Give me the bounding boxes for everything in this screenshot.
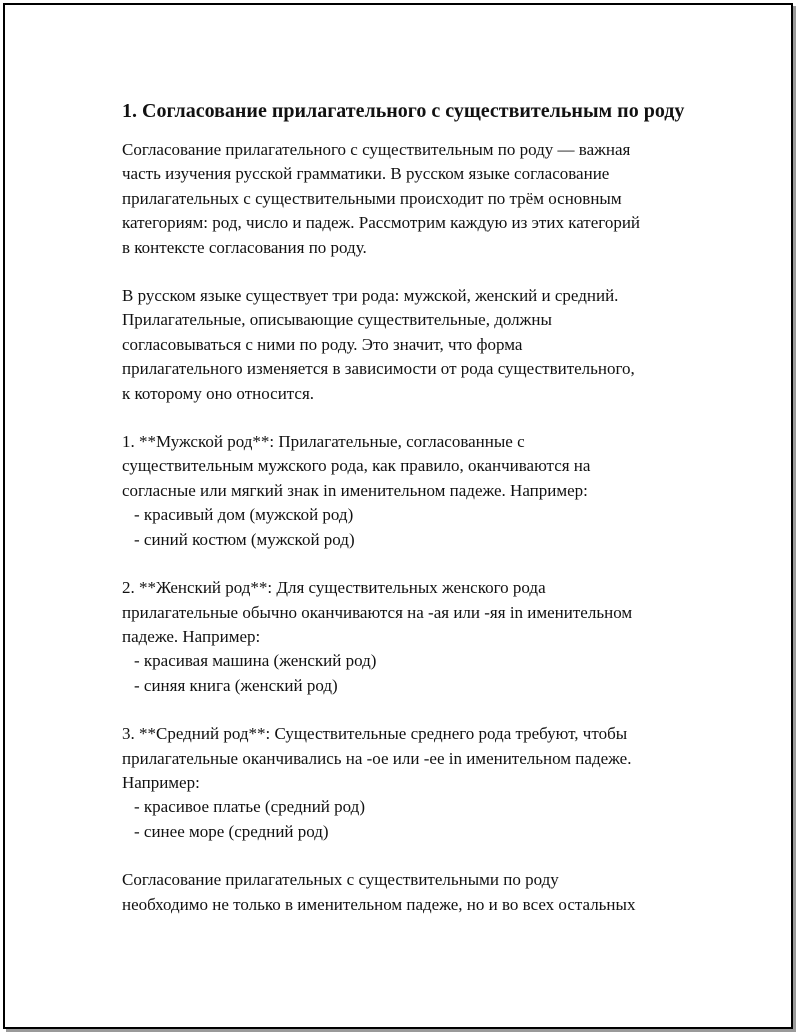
text-line: падеже. Например: [122, 626, 261, 646]
intro-paragraph [122, 138, 702, 260]
text-line: существительным мужского рода, как правило, оканчиваются на [122, 456, 591, 476]
genders-paragraph [122, 284, 702, 406]
text-line: согласовываться с ними по роду. Это значит, что форма [122, 334, 523, 354]
text-line: согласные или мягкий знак in именительном падеже. Например: [122, 480, 588, 500]
section-heading: 1. Согласование прилагательного с существительным по роду [122, 100, 685, 122]
example-item: - синяя книга (женский род) [134, 675, 338, 695]
text-line: 2. **Женский род**: Для существительных женского рода [122, 578, 546, 598]
neuter-section [122, 722, 702, 844]
example-item: - красивая машина (женский род) [134, 651, 377, 671]
text-line: категориям: род, число и падеж. Рассмотрим каждую из этих категорий [122, 213, 641, 233]
text-line: Например: [122, 772, 200, 792]
conclusion-paragraph [122, 868, 702, 917]
text-line: В русском языке существует три рода: мужской, женский и средний. [122, 286, 619, 306]
text-line: необходимо не только в именительном падеже, но и во всех остальных [122, 894, 636, 914]
text-line: прилагательного изменяется в зависимости от рода существительного, [122, 359, 635, 379]
example-item: - синее море (средний род) [134, 821, 329, 841]
example-item: - красивое платье (средний род) [134, 797, 365, 817]
text-line: 3. **Средний род**: Существительные среднего рода требуют, чтобы [122, 724, 628, 744]
text-line: Согласование прилагательного с существительным по роду — важная [122, 140, 631, 159]
document-content [122, 97, 702, 941]
feminine-section [122, 576, 702, 698]
text-line: прилагательных с существительными происходит по трём основным [122, 188, 622, 208]
masculine-section [122, 430, 702, 552]
text-line: в контексте согласования по роду. [122, 237, 367, 257]
text-line: 1. **Мужской род**: Прилагательные, согласованные с [122, 432, 525, 452]
text-line: Согласование прилагательных с существительными по роду [122, 870, 559, 890]
example-item: - красивый дом (мужской род) [134, 505, 354, 525]
text-line: прилагательные оканчивались на -ое или -ее in именительном падеже. [122, 748, 632, 768]
example-item: - синий костюм (мужской род) [134, 529, 355, 549]
text-line: прилагательные обычно оканчиваются на -ая или -яя in именительном [122, 602, 633, 622]
text-line: к которому оно относится. [122, 383, 315, 403]
text-line: Прилагательные, описывающие существительные, должны [122, 310, 552, 330]
text-line: часть изучения русской грамматики. В русском языке согласование [122, 164, 610, 184]
document-page [3, 3, 793, 1029]
